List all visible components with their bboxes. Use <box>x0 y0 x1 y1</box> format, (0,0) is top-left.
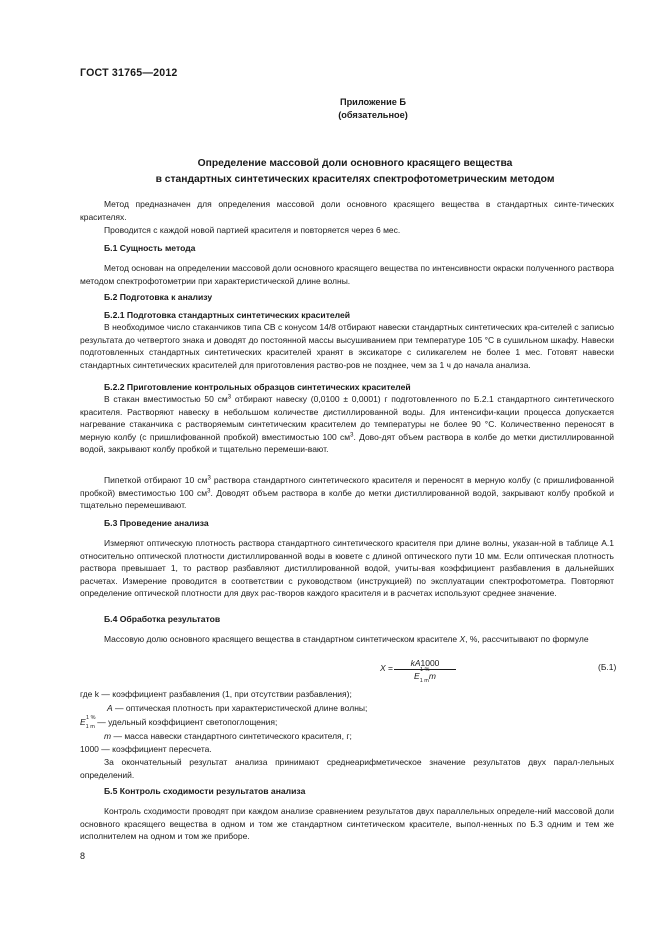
b22-p2-part-a: Пипеткой отбирают 10 см <box>104 475 208 485</box>
formula-lhs: X = <box>380 663 393 673</box>
standard-header: ГОСТ 31765—2012 <box>80 67 178 79</box>
b22-p2-part-c: . Доводят объем раствора в колбе до метки дистиллированной водой, закрывают колбу пробкой и тщательно перемешивают. <box>80 487 614 511</box>
appendix-title <box>90 156 620 188</box>
cubic-superscript: 3 <box>227 394 232 401</box>
section-b21-text: В необходимое число стаканчиков типа СВ с конусом 14/8 отбирают навески стандартных синтетических кра-сителей с записью результата до четвертого знака и доводят до постоянной массы высушиванием при температуре 105 °С в сушильном шкафу. Навески подготовленных стандартных синтетических красителей хранят в эксикаторе с силикагелем не более 1 мес. Готовят навески стандартных синтетических красителей для приготовления раство-ров не позднее, чем за 1 ч до начала анализа. <box>80 322 614 370</box>
cubic-superscript: 3 <box>350 432 354 439</box>
section-b22-paragraph-1 <box>80 393 614 456</box>
section-b22-heading: Б.2.2 Приготовление контрольных образцов синтетических красителей <box>104 382 411 392</box>
section-b22-paragraph-2 <box>80 474 614 512</box>
formula-fraction <box>394 658 456 684</box>
b22-p1-part-b: отбирают навеску (0,0100 ± 0,0001) г подготовленного по Б.2.1 стандартного синтетического красителя. Растворяют навеску в небольшом количестве дистиллированной воды. Для интенсифи-кации процесса допускается нагревание стаканчика с растворяемым синтетическим красителем до температуры не более 90 °С. Количественно переносят в мерную колбу (с пришлифованной пробкой) вместимостью 100 см <box>80 394 614 442</box>
section-b4-final: За окончательный результат анализа принимают среднеарифметическое значение результатов двух парал-лельных определений. <box>80 757 614 780</box>
b22-p1-part-a: В стакан вместимостью 50 см <box>104 394 228 404</box>
formula-denominator: E 1 % $_{1 m}$m <box>414 667 436 684</box>
variable-x: X <box>459 634 466 644</box>
b22-p2-part-b: раствора стандартного синтетического красителя и переносят в мерную колбу (с пришлифованной пробкой) вместимостью 100 см <box>80 475 615 498</box>
appendix-label: Приложение Б <box>339 97 407 107</box>
formula-number: (Б.1) <box>598 662 617 672</box>
page-number: 8 <box>80 851 86 861</box>
formula-numerator: kA1000 <box>394 658 456 670</box>
cubic-superscript: 3 <box>207 488 211 495</box>
section-b3-text: Измеряют оптическую плотность раствора стандартного синтетического красителя при длине волны, указан-ной в таблице А.1 относительно оптической плотности дистиллированной воды в кювете с длиной оптического пути 10 мм. Если оптическая плотность раствора превышает 1, то раствор разбавляют дистиллированной водой, учиты-вая коэффициент разбавления в дальнейших расчетах. Измерение проводится в соответствии с руководством (инструкцией) по эксплуатации спектрофотометра. Повторяют определение оптической плотности для двух рас-творов каждого красителя и в расчетах используют среднее значение. <box>80 538 614 599</box>
section-b3-heading: Б.3 Проведение анализа <box>104 518 209 528</box>
section-b4-intro <box>80 633 614 646</box>
section-b21-heading: Б.2.1 Подготовка стандартных синтетических красителей <box>104 310 351 320</box>
where-k: где k — коэффициент разбавления (1, при отсутствии разбавления); <box>80 689 352 699</box>
section-b1-text: Метод основан на определении массовой доли основного красящего вещества по интенсивности окраски полученного раствора методом спектрофотометрии при характеристической длине волны. <box>80 263 614 286</box>
where-e: E 1 % $_{1 m}$ — удельный коэффициент светопоглощения; <box>80 715 278 730</box>
section-b1-heading: Б.1 Сущность метода <box>104 243 196 253</box>
where-m: m — масса навески стандартного синтетического красителя, г; <box>104 731 352 741</box>
where-1000: 1000 — коэффициент пересчета. <box>80 744 212 754</box>
b22-p1-part-c: . Дово-дят объем раствора в колбе до метки дистиллированной водой, закрывают колбу пробкой и тщательно перемеши-вают. <box>80 431 614 455</box>
section-b5-heading: Б.5 Контроль сходимости результатов анализа <box>104 786 306 796</box>
intro-paragraph-1: Метод предназначен для определения массовой доли основного красящего вещества в стандартных синте-тических красителях. <box>80 199 614 222</box>
cubic-superscript: 3 <box>207 475 211 482</box>
b4-intro-part-b: , %, рассчитывают по формуле <box>465 634 589 644</box>
appendix-status: (обязательное) <box>338 110 408 120</box>
section-b2-heading: Б.2 Подготовка к анализу <box>104 292 213 302</box>
intro-paragraph-2: Проводится с каждой новой партией красителя и повторяется через 6 мес. <box>104 225 401 235</box>
b4-intro-part-a: Массовую долю основного красящего вещества в стандартном синтетическом красителе <box>104 634 460 644</box>
title-line-2: в стандартных синтетических красителях спектрофотометрическим методом <box>155 174 555 185</box>
where-a: A — оптическая плотность при характеристической длине волны; <box>107 703 368 713</box>
section-b5-text: Контроль сходимости проводят при каждом анализе сравнением результатов двух параллельных определе-ний массовой доли основного красящего вещества в одном и том же стандартном синтетическом красителе, выпол-ненных по Б.3 одним и тем же исполнителем на одном и том же приборе. <box>80 806 614 842</box>
title-line-1: Определение массовой доли основного красящего вещества <box>197 158 513 169</box>
section-b4-heading: Б.4 Обработка результатов <box>104 614 221 624</box>
